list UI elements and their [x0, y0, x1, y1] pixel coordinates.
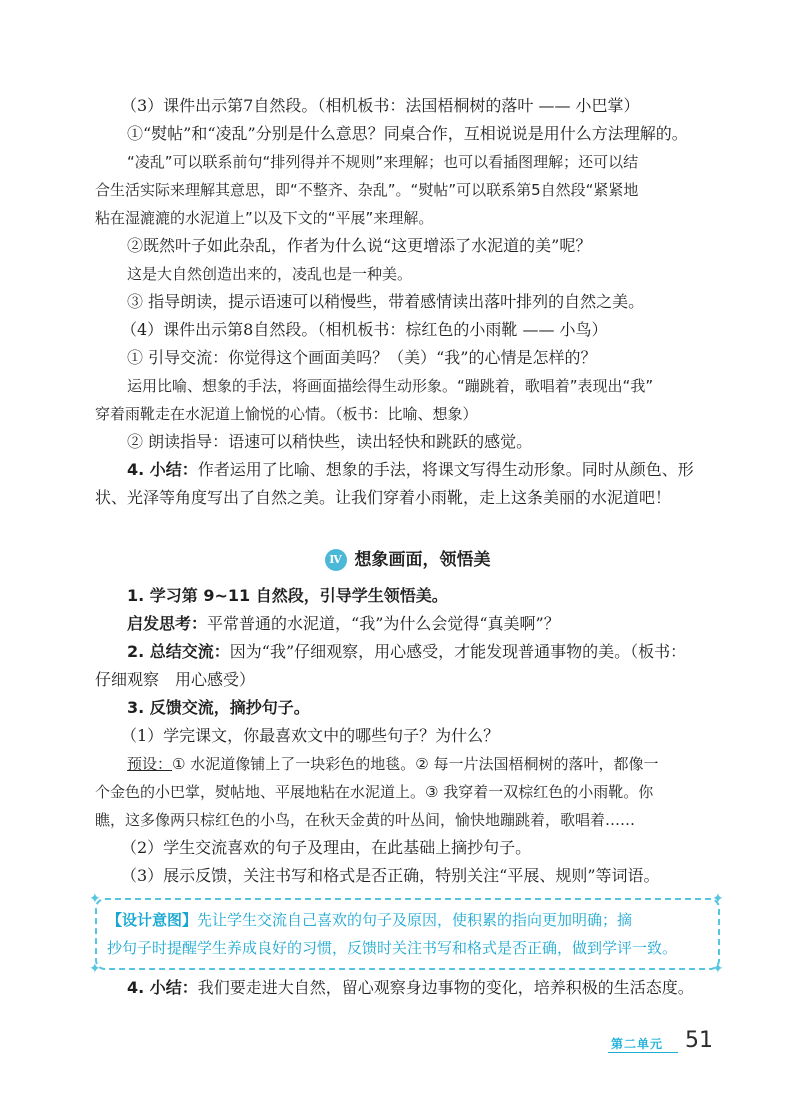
preset-label: 预设：	[127, 755, 173, 773]
answer-1-line-1: “凌乱”可以联系前句“排列得并不规则”来理解；也可以看插图理解；还可以结	[127, 153, 639, 171]
closing-label: 4. 小结：	[127, 978, 198, 997]
preset-answer-line-2: 个金色的小巴掌，熨帖地、平展地粘在水泥道上。③ 我穿着一双棕红色的小雨靴。你	[95, 783, 654, 801]
corner-ornament-icon: ✦	[89, 961, 101, 977]
feedback-question-1: （1）学完课文，你最喜欢文中的哪些句子？为什么？	[121, 726, 500, 745]
answer-1-line-2: 合生活实际来理解其意思，即“不整齐、杂乱”。“熨帖”可以联系第5自然段“紧紧地	[95, 181, 639, 199]
inspire-text: 平常普通的水泥道，“我”为什么会觉得“真美啊”？	[207, 614, 560, 633]
unit-label: 第二单元	[611, 1037, 664, 1051]
step-3-heading: （3）课件出示第7自然段。（相机板书：法国梧桐树的落叶 —— 小巴掌）	[121, 96, 640, 115]
answer-3-line-2: 穿着雨靴走在水泥道上愉悦的心情。（板书：比喻、想象）	[95, 405, 478, 423]
feedback-question-3: （3）展示反馈，关注书写和格式是否正确，特别关注“平展、规则”等词语。	[121, 866, 660, 885]
section-heading	[95, 546, 720, 574]
section-title: 想象画面，领悟美	[354, 550, 491, 570]
summary-1-label: 4. 小结：	[127, 460, 198, 479]
design-intent-line-2: 抄句子时提醒学生养成良好的习惯，反馈时关注书写和格式是否正确，做到学评一致。	[107, 939, 678, 957]
design-intent-tag: 【设计意图】	[107, 911, 198, 929]
design-intent-text-1: 先让学生交流自己喜欢的句子及原因，使积累的指向更加明确；摘	[197, 911, 633, 929]
summary-1-text: 作者运用了比喻、想象的手法，将课文写得生动形象。同时从颜色、形	[197, 460, 694, 479]
answer-3-line-1: 运用比喻、想象的手法，将画面描绘得生动形象。“蹦跳着，歌唱着”表现出“我”	[127, 377, 654, 395]
corner-ornament-icon: ✦	[712, 961, 724, 977]
answer-2: 这是大自然创造出来的，凌乱也是一种美。	[127, 265, 413, 283]
unit-underline	[608, 1052, 678, 1053]
roman-numeral-badge: Ⅳ	[325, 549, 347, 571]
answer-1-line-3: 粘在湿漉漉的水泥道上”以及下文的“平展”来理解。	[95, 209, 434, 227]
corner-ornament-icon: ✦	[89, 891, 101, 907]
reading-guide-2: ② 朗读指导：语速可以稍快些，读出轻快和跳跃的感觉。	[127, 432, 533, 451]
lesson-content	[89, 92, 724, 1002]
question-3: ① 引导交流：你觉得这个画面美吗？（美）“我”的心情是怎样的？	[127, 348, 597, 367]
corner-ornament-icon: ✦	[712, 891, 724, 907]
page-number: 51	[685, 1028, 713, 1053]
step-4-heading: （4）课件出示第8自然段。（相机板书：棕红色的小雨靴 —— 小鸟）	[121, 320, 608, 339]
reading-guide-1: ③ 指导朗读，提示语速可以稍慢些，带着感情读出落叶排列的自然之美。	[127, 292, 645, 311]
question-2: ②既然叶子如此杂乱，作者为什么说“这更增添了水泥道的美”呢？	[127, 236, 592, 255]
preset-answer-line-1	[95, 750, 720, 778]
design-intent-box	[89, 891, 724, 977]
step-1-heading: 1. 学习第 9~11 自然段，引导学生领悟美。	[127, 586, 448, 605]
feedback-question-2: （2）学生交流喜欢的句子及理由，在此基础上摘抄句子。	[121, 838, 532, 857]
preset-text: ① 水泥道像铺上了一块彩色的地毯。② 每一片法国梧桐树的落叶，都像一	[172, 755, 659, 773]
question-1: ①“熨帖”和“凌乱”分别是什么意思？同桌合作，互相说说是用什么方法理解的。	[127, 124, 688, 143]
closing-summary	[95, 974, 720, 1002]
closing-text: 我们要走进大自然，留心观察身边事物的变化，培养积极的生活态度。	[197, 978, 694, 997]
preset-answer-line-3: 瞧，这多像两只棕红色的小鸟，在秋天金黄的叶丛间，愉快地蹦跳着，歌唱着……	[95, 811, 636, 829]
step-3-feedback-heading: 3. 反馈交流，摘抄句子。	[127, 698, 310, 717]
summary-exchange	[95, 638, 720, 666]
inspire-thinking	[95, 610, 720, 638]
summary-1-line-2: 状、光泽等角度写出了自然之美。让我们穿着小雨靴，走上这条美丽的水泥道吧！	[95, 488, 672, 507]
summary-1-line-1	[95, 456, 720, 484]
summary-exchange-text: 因为“我”仔细观察，用心感受，才能发现普通事物的美。（板书：	[229, 642, 687, 661]
design-intent-line-1	[107, 906, 708, 934]
inspire-label: 启发思考：	[127, 614, 208, 633]
summary-exchange-line-2: 仔细观察 用心感受）	[95, 670, 256, 689]
summary-exchange-label: 2. 总结交流：	[127, 642, 230, 661]
